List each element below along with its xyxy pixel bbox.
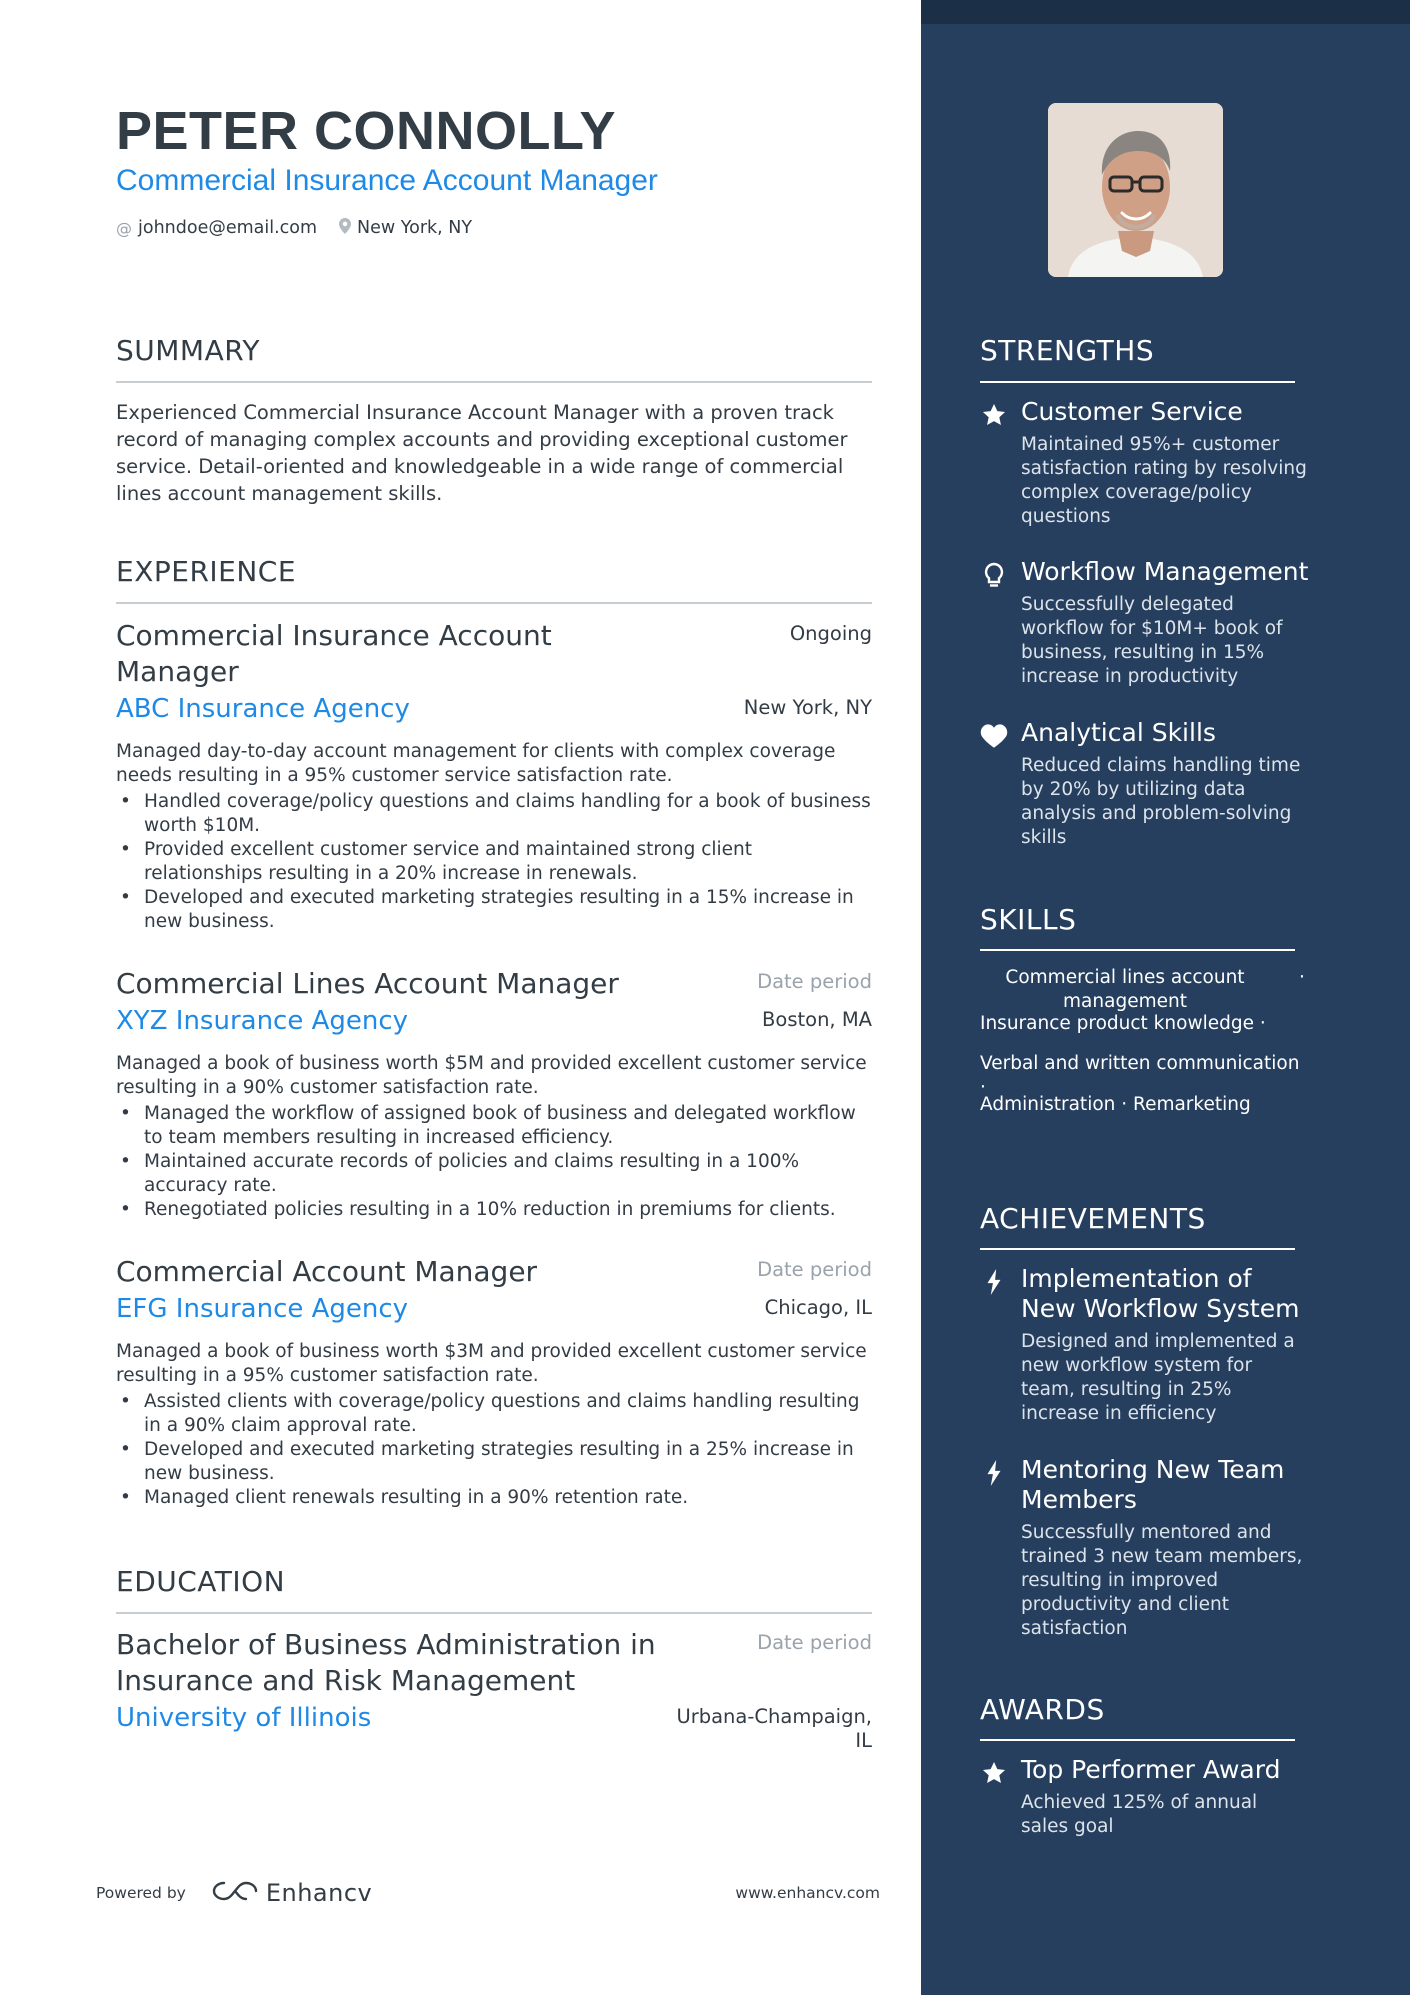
skill-row [980, 1093, 1310, 1133]
strength-item [980, 718, 1310, 850]
job-entry [116, 618, 872, 934]
job-date: Date period [757, 1258, 872, 1281]
experience-divider [116, 602, 872, 604]
skill-tag: Verbal and written communication [980, 1053, 1300, 1074]
bullet-item: • Developed and executed marketing strategies resulting in a 25% increase in new business. [116, 1438, 872, 1486]
enhancv-logo-text: Enhancv [265, 1879, 373, 1907]
bullet-item: • Managed the workflow of assigned book of business and delegated workflow to team members resulting in increased efficiency. [116, 1102, 872, 1150]
job-location: New York, NY [743, 696, 872, 719]
star-icon [980, 401, 1008, 429]
job-title: Commercial Insurance Account Manager [116, 619, 552, 688]
bullet-item: • Provided excellent customer service and maintained strong client relationships resulting in a 20% increase in renewals. [116, 838, 872, 886]
job-entry [116, 966, 872, 1222]
heart-icon [980, 722, 1008, 750]
job-title: Commercial Lines Account Manager [116, 967, 619, 1000]
job-bullets [116, 1390, 872, 1510]
achievement-description: Successfully mentored and trained 3 new team members, resulting in improved productivity and client satisfaction [1021, 1522, 1303, 1639]
location-text: New York, NY [357, 218, 473, 238]
skill-row [980, 1012, 1310, 1052]
strength-description: Reduced claims handling time by 20% by utilizing data analysis and problem-solving skills [1021, 755, 1301, 848]
strength-description: Successfully delegated workflow for $10M+ book of business, resulting in 15% increase in productivity [1021, 594, 1283, 687]
powered-by-label: Powered by [96, 1884, 186, 1902]
enhancv-logo-icon [212, 1879, 258, 1907]
skill-separator: · [980, 1077, 986, 1098]
skill-row [980, 1052, 1310, 1098]
skills-heading: SKILLS [980, 903, 1077, 936]
education-entry [116, 1627, 872, 1752]
job-description: Managed day-to-day account management for clients with complex coverage needs resulting in a 95% customer service satisfaction rate. [116, 741, 836, 786]
email-text: johndoe@email.com [138, 218, 318, 238]
profile-photo [1048, 103, 1223, 277]
bolt-icon [980, 1268, 1008, 1296]
achievement-name: Mentoring New Team Members [1021, 1455, 1285, 1514]
email-item[interactable] [116, 218, 317, 238]
location-pin-icon [339, 218, 351, 238]
achievements-divider [980, 1248, 1295, 1250]
degree-title: Bachelor of Business Administration in Insurance and Risk Management [116, 1628, 656, 1697]
candidate-name: PETER CONNOLLY [116, 101, 617, 161]
skill-row [980, 964, 1310, 1012]
school-location: Urbana-Champaign, IL [676, 1705, 872, 1752]
summary-heading: SUMMARY [116, 334, 261, 367]
strengths-divider [980, 381, 1295, 383]
bullet-item: • Maintained accurate records of policies and claims resulting in a 100% accuracy rate. [116, 1150, 872, 1198]
bullet-item: • Renegotiated policies resulting in a 10% reduction in premiums for clients. [116, 1198, 872, 1222]
bullet-item: • Developed and executed marketing strategies resulting in a 15% increase in new business. [116, 886, 872, 934]
lightbulb-icon [980, 561, 1008, 589]
star-icon [980, 1759, 1008, 1787]
job-description: Managed a book of business worth $5M and provided excellent customer service resulting in a 90% customer satisfaction rate. [116, 1053, 867, 1098]
company-name[interactable]: XYZ Insurance Agency [116, 1006, 409, 1036]
strengths-heading: STRENGTHS [980, 334, 1155, 367]
location-item [339, 218, 472, 238]
achievement-item [980, 1455, 1310, 1641]
education-date: Date period [757, 1631, 872, 1654]
strength-item [980, 557, 1310, 689]
skill-separator: · [1259, 1013, 1266, 1034]
summary-divider [116, 381, 872, 383]
footer-url[interactable]: www.enhancv.com [735, 1884, 880, 1902]
company-name[interactable]: ABC Insurance Agency [116, 694, 410, 724]
job-bullets [116, 1102, 872, 1222]
job-title: Commercial Account Manager [116, 1255, 538, 1288]
job-location: Boston, MA [762, 1008, 872, 1031]
bolt-icon [980, 1459, 1008, 1487]
job-entry [116, 1254, 872, 1510]
experience-heading: EXPERIENCE [116, 555, 297, 588]
job-date: Ongoing [789, 622, 872, 645]
strength-description: Maintained 95%+ customer satisfaction rating by resolving complex coverage/policy questions [1021, 434, 1307, 527]
awards-heading: AWARDS [980, 1693, 1105, 1726]
bullet-item: • Managed client renewals resulting in a 90% retention rate. [116, 1486, 872, 1510]
strength-name: Customer Service [1021, 397, 1243, 426]
enhancv-logo[interactable] [212, 1879, 372, 1907]
bullet-item: • Handled coverage/policy questions and claims handling for a book of business worth $10M. [116, 790, 872, 838]
skill-separator: · [1121, 1094, 1128, 1115]
company-name[interactable]: EFG Insurance Agency [116, 1294, 409, 1324]
achievement-item [980, 1264, 1310, 1426]
strength-name: Analytical Skills [1021, 718, 1216, 747]
summary-text: Experienced Commercial Insurance Account Manager with a proven track record of managing complex accounts and providing exceptional customer service. Detail-oriented and knowledgeable in a wide range of commercial lines account management skills. [116, 401, 848, 505]
skill-tag: Commercial lines account management [1005, 967, 1245, 1012]
skills-divider [980, 949, 1295, 951]
skill-separator: · [1299, 967, 1305, 988]
candidate-title: Commercial Insurance Account Manager [116, 164, 658, 197]
job-location: Chicago, IL [764, 1296, 872, 1319]
footer [96, 1878, 880, 1908]
sidebar-top-bar [921, 0, 1410, 24]
achievement-name: Implementation of New Workflow System [1021, 1264, 1300, 1323]
awards-divider [980, 1739, 1295, 1741]
strength-name: Workflow Management [1021, 557, 1309, 586]
award-name: Top Performer Award [1021, 1755, 1281, 1784]
award-item [980, 1755, 1310, 1839]
achievements-heading: ACHIEVEMENTS [980, 1202, 1206, 1235]
skill-tag: Insurance product knowledge [980, 1013, 1254, 1034]
sidebar [921, 0, 1410, 1995]
skill-tag: Remarketing [1133, 1094, 1251, 1115]
contact-info [116, 218, 494, 238]
skill-tag: Administration [980, 1094, 1116, 1115]
achievement-description: Designed and implemented a new workflow system for team, resulting in 25% increase in efficiency [1021, 1331, 1295, 1424]
school-name[interactable]: University of Illinois [116, 1703, 372, 1733]
skills-list [980, 964, 1310, 1133]
strength-item [980, 397, 1310, 529]
education-divider [116, 1612, 872, 1614]
award-description: Achieved 125% of annual sales goal [1021, 1792, 1258, 1837]
job-bullets [116, 790, 872, 934]
bullet-item: • Assisted clients with coverage/policy questions and claims handling resulting in a 90% claim approval rate. [116, 1390, 872, 1438]
at-icon: @ [116, 218, 132, 238]
education-heading: EDUCATION [116, 1565, 286, 1598]
job-date: Date period [757, 970, 872, 993]
job-description: Managed a book of business worth $3M and provided excellent customer service resulting in a 95% customer satisfaction rate. [116, 1341, 867, 1386]
